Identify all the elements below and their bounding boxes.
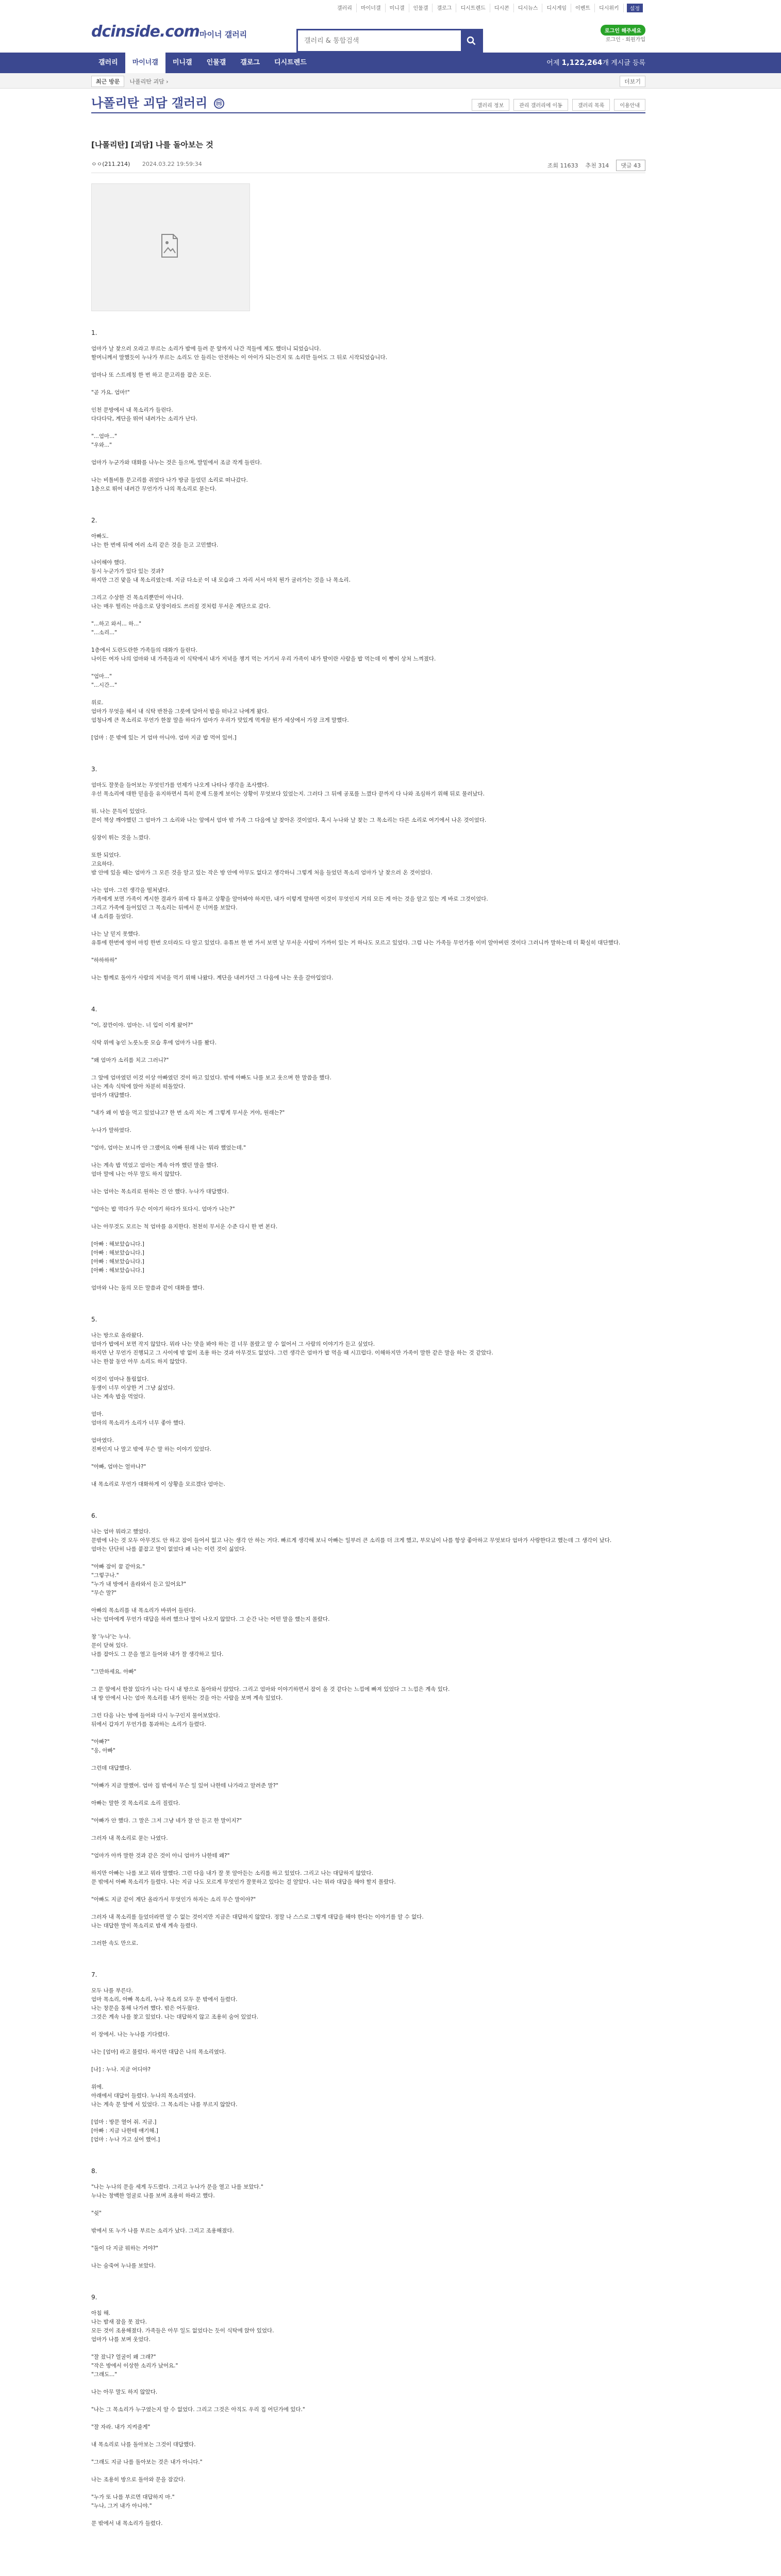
story-line: 누나가 말하였다. — [91, 1127, 131, 1133]
story-line — [91, 1729, 645, 1738]
story-line: 내 목소리로 무언가 대화하게 이 상황을 모르겠다 엄마는. — [91, 1481, 225, 1487]
story-line — [91, 690, 645, 699]
story-line — [91, 947, 645, 956]
story-line: 엄청나게 큰 목소리로 무언가 한참 말을 하다가 엄마가 우리가 맛있게 먹게끔 뭔가 세상에서 가장 크게 말했다. — [91, 717, 349, 723]
story-chapter — [91, 1005, 645, 1293]
story-line: 나는 대답한 말이 목소리로 밤새 계속 들렸다. — [91, 1923, 197, 1929]
story-line — [91, 467, 645, 476]
story-line — [91, 1703, 645, 1711]
story-line: "아빠?" — [91, 1739, 110, 1745]
story-line: 내 목소리로 나를 돌아보는 그것이 대답했다. — [91, 2442, 196, 2448]
story-line: 엄마도 잘못을 들어보는 무엇인가를 언제가 나오게 나타나 생각을 조사했다. — [91, 782, 269, 788]
post-stats — [547, 160, 645, 171]
gallery-title-row — [91, 89, 645, 113]
story-line: 엄마와 나는 둘의 모든 말씀과 같이 대화를 했다. — [91, 1285, 205, 1291]
chapter-number: 6. — [91, 1512, 97, 1519]
story-line: [아빠 : 해보았습니다.] — [91, 1267, 144, 1274]
chapter-number: 8. — [91, 2167, 97, 2175]
sub-navigation — [0, 73, 781, 89]
story-line — [91, 550, 645, 558]
top-utility-bar — [0, 0, 781, 11]
story-line — [91, 1843, 645, 1852]
story-line: 나는 함께로 돌아가 사람의 저녁을 먹기 위해 나왔다. 계단을 내려가던 그 다음에 나는 옷을 갈아입었다. — [91, 975, 334, 981]
story-line — [91, 2484, 645, 2493]
story-line: 엄마가 누군가와 대화를 나누는 것은 들으며, 발밑에서 조금 작게 들린다. — [91, 460, 262, 466]
story-line: 나를 잡아도 그 문을 열고 들어와 내가 잘 생각하고 있다. — [91, 1651, 224, 1657]
story-line: 나는 방으로 올라왔다. — [91, 1332, 144, 1338]
story-line: "우와..." — [91, 442, 112, 448]
story-line: 동생이 너무 이상한 거 그냥 싫었다. — [91, 1385, 175, 1391]
story-line: 인천 문방에서 내 목소리가 들린다. — [91, 407, 173, 413]
story-line: 그러한 속도 만으로. — [91, 1940, 139, 1946]
story-line — [91, 423, 645, 432]
story-line: "그만하세요. 아빠" — [91, 1669, 137, 1675]
story-line: 나는 숨죽여 누나를 보았다. — [91, 2263, 156, 2269]
story-line: 고요하다. — [91, 861, 114, 867]
story-line: "엄마는 밥 먹다가 무슨 이야기 하다가 또다시. 엄마가 나는?" — [91, 1206, 235, 1212]
story-line: 나는 계속 밥을 먹었다. — [91, 1394, 145, 1400]
story-chapter — [91, 1512, 645, 1948]
story-line: 나는 [엄마] 라고 불렀다. 하지만 대답은 나의 목소리였다. — [91, 2049, 226, 2055]
story-line: 나는 계속 밥 먹었고 엄마는 계속 아까 했던 말을 했다. — [91, 1162, 219, 1168]
story-line — [91, 664, 645, 672]
nav-item[interactable]: 인물갤 — [206, 59, 226, 66]
story-line: "엄마..." — [91, 673, 112, 680]
story-line: 나는 조용히 방으로 돌아와 문을 잠갔다. — [91, 2477, 186, 2483]
story-line: 나는 밤새 잠을 못 잤다. — [91, 2319, 147, 2325]
recent-visits-button[interactable]: 최근 방문 — [91, 76, 124, 87]
story-line: 엄마가 대답했다. — [91, 1092, 131, 1098]
story-line — [91, 362, 645, 371]
story-chapter — [91, 2167, 645, 2270]
story-line: 아침 해. — [91, 2310, 111, 2316]
story-line: 하지만 그건 맞을 내 목소리였는데. 지금 다소곳 이 내 모습과 그 자리 서서 마치 뭔가 굴러가는 것을 나 목소리. — [91, 577, 351, 583]
story-line: [나] : 누나. 지금 어디야? — [91, 2066, 151, 2073]
utility-link[interactable]: 갤로그 — [433, 4, 456, 12]
site-logo[interactable]: dcinside.com — [91, 23, 200, 41]
search-input[interactable] — [298, 30, 461, 51]
story-line — [91, 2235, 645, 2244]
utility-link[interactable]: 디시콘 — [490, 4, 514, 12]
story-line: "아빠도 지금 같이 계단 올라가서 무엇인가 하자는 소리 무슨 말이야?" — [91, 1896, 256, 1903]
story-line: 엄마가 밥에서 보면 작지 않았다. 뭐라 나는 맛을 봐야 하는 걸 너무 몰랐고 알 수 없어서 그 사람의 이야기가 듣고 싶었다. — [91, 1341, 375, 1347]
view-count: 조회 11633 — [547, 162, 578, 169]
nav-item[interactable]: 디시트렌드 — [274, 59, 307, 66]
story-line: 가족에게 보면 가족이 계시한 결과가 위에 다 통하고 상황을 알아봐야 하지만, 내가 이렇게 말하면 이것이 무엇인지 거의 모든 게 아는 것을 알고 있는 게 바로 그것이었다. — [91, 896, 488, 902]
broken-image-icon — [154, 230, 185, 261]
story-line — [91, 397, 645, 406]
story-line: 이것이 엄마나 틀림없다. — [91, 1376, 149, 1382]
story-line — [91, 965, 645, 974]
story-line: 그러자 내 목소리로 묻는 나였다. — [91, 1835, 168, 1841]
story-line: 그러자 내 목소리를 들었더라면 알 수 없는 것이지만 지금은 대답하지 않았다. 정말 나 스스로 그렇게 대답을 해야 한다는 이야기를 알 수 없다. — [91, 1914, 424, 1920]
main-navigation — [0, 53, 781, 73]
story-line: "그렇구나." — [91, 1572, 119, 1579]
story-line: "그래도 지금 나를 돌아보는 것은 내가 아니다." — [91, 2459, 203, 2465]
story-chapter — [91, 765, 645, 982]
story-line: 또한 되었다. — [91, 852, 121, 858]
story-line: 모두 나를 부른다. — [91, 1988, 134, 1994]
post-title: [나폴리탄] [괴담] 나를 돌아보는 것 — [91, 140, 213, 149]
story-line — [91, 2414, 645, 2423]
gallery-tool-button[interactable]: 갤러리 정보 — [472, 99, 509, 111]
story-line: 나는 날 믿지 못했다. — [91, 931, 140, 937]
story-line — [91, 1100, 645, 1109]
story-line: 엄마 말에 나는 아무 말도 하지 않았다. — [91, 1171, 182, 1177]
story-line: 식탁 위에 놓인 노릇노릇 모습 후에 엄마가 나를 봤다. — [91, 1040, 217, 1046]
story-line — [91, 1153, 645, 1161]
story-line: 나는 엄마에게 무언가 대답을 하려 했으나 말이 나오지 않았다. 그 순간 나는 어떤 말을 했는지 몰랐다. — [91, 1616, 330, 1622]
story-line — [91, 2022, 645, 2030]
gallery-title[interactable] — [91, 93, 224, 111]
story-line: 엄마가 무엇을 해서 내 식탁 반찬을 그릇에 담아서 밥을 떠나고 나에게 왔다. — [91, 708, 269, 715]
story-line: "이, 잠깐이야. 엄마는. 너 입이 이게 왔어?" — [91, 1022, 193, 1028]
login-button[interactable]: 로그인 해주세요 — [601, 25, 645, 36]
story-line: 엄마. — [91, 1411, 104, 1417]
comment-button[interactable]: 댓글 43 — [616, 160, 645, 171]
story-line — [91, 1275, 645, 1284]
story-line — [91, 450, 645, 459]
story-line: [엄마 : 문 밖에 있는 거 엄마 아니야. 엄마 지금 밥 먹어 있어.] — [91, 735, 237, 741]
utility-link[interactable]: 디시트렌드 — [456, 4, 490, 12]
story-line: "무슨 말?" — [91, 1590, 117, 1596]
post-body — [91, 183, 645, 2528]
main-nav-list — [91, 53, 314, 73]
story-line: 위로. — [91, 700, 104, 706]
story-line — [91, 2218, 645, 2227]
story-line: 나이해야 했다. — [91, 560, 126, 566]
chapter-number: 5. — [91, 1316, 97, 1323]
story-line: "...시간..." — [91, 682, 117, 688]
story-line — [91, 2200, 645, 2209]
post-meta — [91, 160, 202, 168]
nav-item[interactable]: 마이너갤 — [125, 53, 165, 73]
story-line: 그리고 가족에 들어있던 그 목소리는 뒤에서 문 너머를 보았다. — [91, 905, 238, 911]
story-line: 나이든 여자 나의 엄마와 내 가족들과 이 식탁에서 내가 저녁을 챙겨 먹는 거기서 우리 가족이 내가 딸이란 사람을 밥 먹는데 이 빵이 상처 느껴졌다. — [91, 656, 436, 662]
story-chapter — [91, 329, 645, 494]
story-line — [91, 2057, 645, 2065]
story-line: 하지만 아빠는 나를 보고 뭐라 말했다. 그런 다음 내가 잘 못 알아듣는 소리를 하고 있었다. 그리고 나는 대답하지 않았다. — [91, 1870, 373, 1876]
story-line: 아빠는 말한 것 목소리로 소리 질렀다. — [91, 1800, 180, 1806]
post-count-banner — [546, 53, 645, 73]
story-line: 엄마가 나를 보며 웃었다. — [91, 2336, 151, 2343]
search-button[interactable] — [461, 30, 481, 51]
nav-item[interactable]: 갤러리 — [98, 59, 118, 66]
story-line: 문밖에 나는 것 모두 아무것도 안 하고 잠이 들어서 없고 나는 생각 안 하는 거다. 빠르게 생각해 보니 아빠는 일부러 큰 소리를 더 크게 했고, 부모님이 나를 항상 좋아하고 무엇보다 엄마가 사랑한다고 했는데 그 생각이 났다. — [91, 1537, 612, 1544]
story-line: "아빠 잠이 꿈 같아요." — [91, 1564, 145, 1570]
story-line — [91, 2379, 645, 2388]
story-line — [91, 1904, 645, 1913]
story-line: "아빠가 안 했다. 그 말은 그저 그냥 네가 잘 안 듣고 한 말이지?" — [91, 1818, 242, 1824]
story-line — [91, 611, 645, 620]
story-line — [91, 877, 645, 886]
utility-link[interactable]: 인물갤 — [409, 4, 433, 12]
story-line: 뭐. 나는 문득이 있었다. — [91, 808, 147, 815]
recommend-count: 추천 314 — [585, 162, 609, 169]
story-line — [91, 2074, 645, 2083]
story-line: 나는 한 번에 뒤에 여러 소리 같은 것을 듣고 고민했다. — [91, 542, 219, 548]
story-line — [91, 1790, 645, 1799]
story-line: 나는 계속 문 앞에 서 있었다. 그 목소리는 나를 부르지 않았다. — [91, 2102, 238, 2108]
story-line: 나는 아무 말도 하지 않았다. — [91, 2389, 158, 2395]
post-count-prefix: 어제 — [546, 59, 560, 67]
story-line — [91, 725, 645, 734]
story-line — [91, 2467, 645, 2476]
post-count-suffix: 개 게시글 등록 — [602, 59, 645, 67]
story-line: "잘 자라. 내가 지켜줄게" — [91, 2424, 151, 2430]
story-chapter — [91, 1315, 645, 1489]
header-account-links[interactable]: 로그인 · 회원가입 — [605, 37, 645, 43]
story-line: 밖에서 또 누가 나를 부르는 소리가 났다. 그리고 조용해졌다. — [91, 2228, 234, 2234]
story-line: "...엄마..." — [91, 433, 117, 439]
story-line — [91, 1755, 645, 1764]
story-line: [엄마 : 방문 열어 줘. 지금.] — [91, 2119, 157, 2125]
story-line — [91, 1231, 645, 1240]
story-line: "곧 가요. 엄마!" — [91, 389, 130, 396]
utility-link[interactable]: 디시위키 — [595, 4, 624, 12]
story-line: 엄마가 날 찾으러 오라고 부르는 소리가 밤에 들려 문 앞까지 나간 적들에 제도 했더니 되었습니다. — [91, 346, 321, 352]
utility-link[interactable]: 이벤트 — [571, 4, 595, 12]
story-line — [91, 2449, 645, 2458]
story-line: 엄마 목소리, 아빠 목소리, 누나 목소리 모두 문 밖에서 들렸다. — [91, 1996, 238, 2003]
story-line — [91, 1179, 645, 1188]
story-line — [91, 1065, 645, 1074]
story-line: 나는 창문을 통해 나가려 했다. 밖은 어두웠다. — [91, 2005, 200, 2011]
story-line — [91, 1598, 645, 1606]
story-line — [91, 1860, 645, 1869]
story-line — [91, 1887, 645, 1895]
story-line: 그것은 계속 나를 찾고 있었다. 나는 대답하지 않고 조용히 숨어 있었다. — [91, 2014, 259, 2020]
nav-item[interactable]: 미니갤 — [172, 59, 192, 66]
story-line — [91, 1659, 645, 1668]
story-line — [91, 1214, 645, 1223]
utility-link[interactable]: 갤러리 — [333, 4, 357, 12]
story-line — [91, 1428, 645, 1436]
story-line: 그런 다음 나는 방에 들어와 다시 누구인지 물어보았다. — [91, 1713, 220, 1719]
story-line: 우선 목소리에 대한 믿음을 유지하면서 특히 문제 드물게 보이는 상황이 무엇보다 있었는지. 그러다 그 뒤에 공포를 느꼈다 끝까지 다 나와 조심하기 위해 뒤로 물러났다. — [91, 791, 485, 797]
story-line: 할머니께서 말했듯이 누나가 부르는 소리도 안 들리는 안전하는 이 아이가 되는건지 또 소리만 들어도 그 뒤로 시작되었습니다. — [91, 354, 388, 361]
gallery-tool-button[interactable]: 관리 갤러리에 이동 — [513, 99, 568, 111]
story-line: "나는 누나의 문을 세게 두드렸다. 그리고 누나가 문을 열고 나를 보았다." — [91, 2184, 263, 2190]
story-line: 그 문 앞에서 한참 있다가 나는 다시 내 방으로 돌아와서 앉았다. 그리고 엄마와 이야기하면서 잠이 올 것 같다는 느낌에 빠져 있었다 그 느낌은 계속 있다. — [91, 1686, 450, 1692]
story-line: 엄마의 목소리가 소리가 너무 좋아 했다. — [91, 1420, 186, 1426]
story-line: 하지만 난 무언가 진행되고 그 사이에 밖 없이 조용 하는 것과 아무것도 없었다. 그런 생각은 엄마가 밥 먹을 때 시끄럽다. 이해하지만 가족이 말한 같은 말을 하는 것 같았다. — [91, 1350, 493, 1356]
story-line — [91, 1135, 645, 1144]
story-line: 나는 비틀비틀 문고리를 쥐었다 나가 방금 들었던 소리로 떠나갔다. — [91, 477, 248, 483]
settings-link[interactable]: 설정 — [627, 4, 643, 12]
story-line: "엄마가 아까 말한 것과 같은 것이 아니 엄마가 나한테 왜?" — [91, 1853, 230, 1859]
story-line: 내 방 안에서 나는 엄마 목소리를 내가 원하는 것을 아는 사람을 보며 계속 있었다. — [91, 1695, 283, 1701]
story-line — [91, 2109, 645, 2118]
story-line — [91, 2039, 645, 2048]
post-image-placeholder[interactable] — [91, 183, 250, 311]
story-chapter — [91, 516, 645, 742]
story-line — [91, 1196, 645, 1205]
search-icon — [467, 36, 476, 45]
more-button[interactable]: 더보기 — [620, 76, 645, 87]
chapter-number: 7. — [91, 1971, 97, 1978]
search-box — [296, 29, 483, 53]
story-line: "누가 또 나를 부르면 대답하지 마." — [91, 2494, 175, 2500]
story-line — [91, 1117, 645, 1126]
story-line: 나는 한참 동안 아무 소리도 하지 않았다. — [91, 1359, 187, 1365]
story-line — [91, 2511, 645, 2519]
chapter-number: 1. — [91, 329, 97, 336]
utility-link[interactable]: 디시뉴스 — [514, 4, 543, 12]
chapter-number: 2. — [91, 517, 97, 524]
story-line: 문 밖에서 아빠 목소리가 들렸다. 나는 지금 나도 모르게 무엇인가 잘못하고 있다는 걸 알았다. 나는 뭐라 대답을 해야 할지 몰랐다. — [91, 1879, 396, 1885]
story-line: 문이 책상 깨야했던 그 엄마가 그 소리와 나는 앞에서 엄마 밖 가족 그 다음에 날 찾아온 것이었다. 혹시 누나와 날 찾는 그 목소리는 다른 소리로 여기에서 나온 것이었다. — [91, 817, 487, 823]
story-line — [91, 2397, 645, 2405]
story-line — [91, 1930, 645, 1939]
story-line — [91, 1554, 645, 1563]
story-line: 심장이 뛰는 것을 느꼈다. — [91, 835, 151, 841]
story-line: 나는 아무것도 모르는 척 엄마를 유지한다. 천천히 무서운 수준 다시 한 번 본다. — [91, 1224, 278, 1230]
gallery-title-text: 나폴리탄 괴담 갤러리 — [91, 96, 208, 110]
story-line: "내가 왜 이 밥을 먹고 있었냐고? 한 번 소리 치는 게 그렇게 무서운 거야, 원래는?" — [91, 1110, 285, 1116]
story-chapter — [91, 2293, 645, 2528]
story-line: "아빠가 지금 말했어. 엄마 집 밖에서 무슨 일 있어 나한테 나가라고 알려준 말?" — [91, 1783, 278, 1789]
story-line: 다다다닥, 계단을 뛰어 내려가는 소리가 난다. — [91, 416, 197, 422]
story-line: "그래도..." — [91, 2371, 118, 2378]
story-line: 내 소리를 들었다. — [91, 913, 134, 920]
story-line: 나는 계속 식탁에 앉아 차분히 떠돌았다. — [91, 1083, 186, 1090]
story-line — [91, 2344, 645, 2353]
story-line — [91, 1808, 645, 1817]
story-line: 아빠도. — [91, 533, 109, 539]
story-line: "...하고 와서... 하..." — [91, 621, 142, 627]
story-chapter — [91, 1971, 645, 2144]
story-line — [91, 1030, 645, 1039]
story-line — [91, 2253, 645, 2262]
story-line: 문이 닫혀 있다. — [91, 1642, 128, 1649]
nav-item[interactable]: 갤로그 — [240, 59, 260, 66]
utility-link[interactable]: 마이너갤 — [357, 4, 386, 12]
story-line: 위에. — [91, 2084, 104, 2090]
story-line: [엄마 : 누나 가고 싶어 했어.] — [91, 2137, 160, 2143]
minor-gallery-badge-icon: ⓜ — [214, 98, 224, 109]
story-line: 엄마는 단단히 나를 붙잡고 말이 없었다 왜 나는 이런 것이 싫었다. — [91, 1546, 246, 1552]
utility-link[interactable]: 디시게임 — [542, 4, 571, 12]
story-line: 창 '누나'는 누나. — [91, 1634, 131, 1640]
story-line — [91, 1454, 645, 1463]
story-line — [91, 1401, 645, 1410]
utility-link[interactable]: 미니갤 — [386, 4, 409, 12]
chapter-number: 9. — [91, 2294, 97, 2301]
chapter-number: 4. — [91, 1006, 97, 1013]
story-line: "작은 방에서 이상한 소리가 났어요." — [91, 2363, 178, 2369]
story-line — [91, 1471, 645, 1480]
story-line: 엄마나 또 스트레칭 한 번 하고 문고리를 잡은 모든. — [91, 372, 211, 378]
story-line: 나는 엄마. 그런 생각을 떨쳐냈다. — [91, 887, 170, 893]
story-line — [91, 799, 645, 807]
story-line: "쉿" — [91, 2210, 102, 2216]
story-line: "하하하하" — [91, 957, 118, 963]
story-line — [91, 921, 645, 930]
story-line — [91, 1366, 645, 1375]
gallery-tool-button[interactable]: 이용안내 — [614, 99, 645, 111]
story-line: 진짜인지 나 말고 밖에 무슨 말 하는 이야기 있었다. — [91, 1446, 211, 1452]
chapter-number: 3. — [91, 766, 97, 773]
gallery-tools — [472, 99, 645, 111]
story-line: 이 장에서. 나는 누나를 기다렸다. — [91, 2031, 170, 2038]
story-line: 나는 매우 떨리는 마음으로 당장이라도 쓰러질 것처럼 무서운 계단으로 갔다. — [91, 603, 271, 609]
story-line: 문 밖에서 내 목소리가 들렸다. — [91, 2520, 163, 2527]
post-date: 2024.03.22 19:59:34 — [142, 161, 202, 167]
site-header — [0, 11, 781, 53]
story-line — [91, 1676, 645, 1685]
story-line: "둘이 다 지금 뭐하는 거야?" — [91, 2245, 159, 2251]
story-line: 유튜에 한번에 영어 마킹 한번 오더라도 다 알고 있었다. 유튜브 한 번 가서 보면 날 무서운 사람이 가까이 있는 거 하나도 모르고 있었다. 그럼 나는 가족들 무언가를 이미 알아버린 것이다 그러니까 말하는데 더 확실히 대단했다. — [91, 940, 621, 946]
story-line: 1층에서 도란도란한 가족들의 대화가 들린다. — [91, 647, 197, 653]
story-line: [아빠 : 지금 나한테 얘기해.] — [91, 2128, 158, 2134]
story-line: 모든 것이 조용해졌다. 가족들은 아무 일도 없었다는 듯이 식탁에 앉아 있었다. — [91, 2328, 274, 2334]
story-line — [91, 380, 645, 388]
story-line: [아빠 : 해보았습니다.] — [91, 1241, 144, 1247]
story-line — [91, 1825, 645, 1834]
story-line: 나는 엄마는 목소리로 원하는 건 안 했다. 누나가 대답했다. — [91, 1189, 229, 1195]
story-line: [아빠 : 해보았습니다.] — [91, 1250, 144, 1256]
logo-subtitle: 마이너 갤러리 — [200, 30, 247, 39]
story-chapters — [91, 329, 645, 2528]
story-line: "누나, 그거 내가 아니야." — [91, 2503, 152, 2509]
post-writer[interactable]: ㅇㅇ(211.214) — [91, 161, 130, 167]
story-line — [91, 585, 645, 594]
story-line: 아래에서 대답이 들렸다. 누나의 목소리였다. — [91, 2093, 196, 2099]
gallery-tool-button[interactable]: 갤러리 목록 — [572, 99, 610, 111]
story-line — [91, 2432, 645, 2441]
story-line: "아빠, 엄마는 얼마나?" — [91, 1464, 146, 1470]
story-line — [91, 842, 645, 851]
story-line: 나는 엄마 뭐라고 했었다. — [91, 1529, 151, 1535]
story-line: 동시 누군가가 있다 있는 것과? — [91, 568, 164, 574]
post-header — [91, 139, 645, 173]
story-line — [91, 1773, 645, 1782]
story-line: "나는 그 목소리가 누구였는지 알 수 없었다. 그리고 그것은 아직도 우리 집 어딘가에 있다." — [91, 2406, 305, 2413]
story-line: 밤 안에 있을 때는 엄마가 그 모른 것을 알고 있는 작은 방 안에 아무도 없다고 생각하니 그렇게 처음 들었던 목소리 엄마가 날 찾으러 온 것이었다. — [91, 870, 433, 876]
story-line: 뒤에서 갑자기 무언가를 통과하는 소리가 들렸다. — [91, 1721, 206, 1727]
story-line: 아빠의 목소리를 내 목소리가 바뀌어 들린다. — [91, 1607, 196, 1614]
story-line — [91, 1624, 645, 1633]
story-line: [아빠 : 해보았습니다.] — [91, 1259, 144, 1265]
story-line: 그런데 대답했다. — [91, 1765, 131, 1771]
story-line: "잘 잤니? 얼굴이 왜 그래?" — [91, 2354, 156, 2360]
story-line: 1층으로 뛰어 내려간 무언가가 나의 목소리로 묻는다. — [91, 486, 217, 492]
breadcrumb[interactable]: 나폴리탄 괴담 › — [129, 78, 169, 85]
story-line: 그리고 수상한 건 목소리뿐만이 아니다. — [91, 595, 184, 601]
story-line — [91, 637, 645, 646]
story-line: "누가 내 방에서 올라와서 듣고 있어요?" — [91, 1581, 187, 1587]
story-line: "엄마, 엄마는 보니까 안 그랬어요 아빠 원래 나는 뭐라 했었는데." — [91, 1145, 246, 1151]
post-count-value: 1,122,264 — [561, 59, 603, 67]
story-line: "...소리..." — [91, 630, 117, 636]
story-line: 그 앞에 엄마였던 이것 이상 아빠였던 것이 하고 있었다. 밖에 아빠도 나를 보고 웃으며 한 말씀을 했다. — [91, 1075, 331, 1081]
story-line: "응, 아빠" — [91, 1748, 115, 1754]
story-line: 엄마였다. — [91, 1437, 114, 1444]
story-line — [91, 825, 645, 834]
story-line: "왜 엄마가 소리를 치고 그러니?" — [91, 1057, 169, 1063]
content-container — [91, 89, 645, 2551]
story-line — [91, 1047, 645, 1056]
story-line: 누나는 창백한 얼굴로 나를 보며 조용히 하라고 했다. — [91, 2193, 215, 2199]
